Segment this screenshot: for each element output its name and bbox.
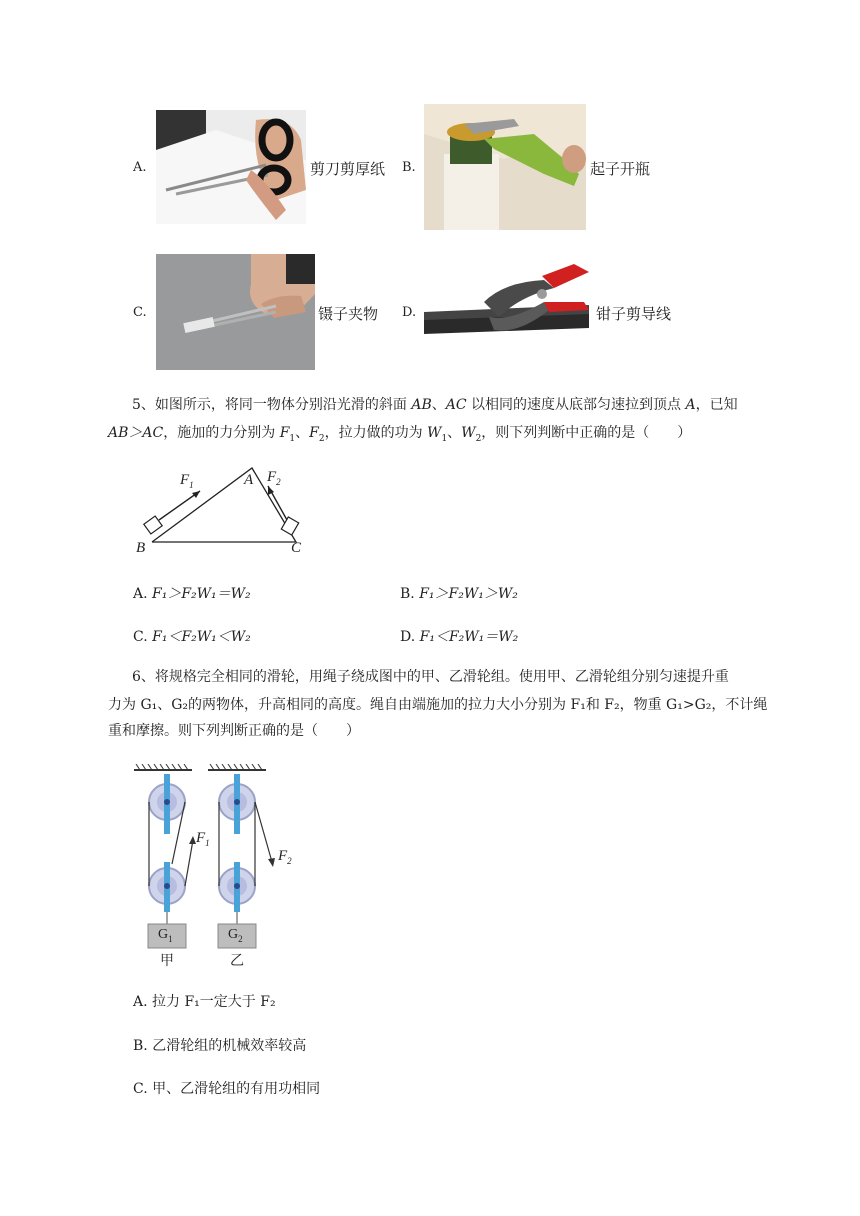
option-c-letter: C. (133, 305, 147, 320)
label-c: C (291, 540, 302, 556)
bottle-opener-photo (424, 104, 586, 230)
option-a-caption: 剪刀剪厚纸 (310, 160, 386, 178)
q6-option-b[interactable]: B. 乙滑轮组的机械效率较高 (133, 1038, 307, 1054)
label-jia: 甲 (160, 953, 174, 969)
q6-option-a[interactable]: A. 拉力 F₁一定大于 F₂ (133, 994, 276, 1010)
label-f2-pulley: $F_2$ (278, 848, 292, 866)
option-d-caption: 钳子剪导线 (596, 305, 672, 323)
option-b-caption: 起子开瓶 (590, 160, 651, 178)
label-g1: $G_1$ (158, 927, 173, 944)
incline-figure (134, 464, 314, 564)
option-d-letter: D. (402, 305, 417, 320)
q5-option-c[interactable]: C. F₁＜F₂W₁＜W₂ (133, 629, 251, 645)
pulley-figure (130, 764, 305, 970)
q6-option-c[interactable]: C. 甲、乙滑轮组的有用功相同 (133, 1081, 321, 1097)
tweezers-photo (156, 254, 315, 370)
label-f1: $F_1$ (180, 472, 194, 490)
q5-option-d[interactable]: D. F₁＜F₂W₁＝W₂ (400, 629, 519, 645)
q5-line-2: AB＞AC，施加的力分别为 $F_1$、$F_2$，拉力做的功为 $W_1$、$W_2$，则下列判断中正确的是（ ） (108, 425, 692, 444)
q5-option-a[interactable]: A. F₁＞F₂W₁＝W₂ (133, 586, 251, 602)
label-f1-pulley: $F_1$ (196, 830, 210, 848)
scissors-photo (156, 110, 306, 224)
pliers-photo (424, 262, 589, 342)
label-a: A (244, 472, 254, 488)
option-b-letter: B. (402, 160, 416, 175)
q5-line-1: 5、如图所示，将同一物体分别沿光滑的斜面 AB、AC 以相同的速度从底部匀速拉到顶点 A，已知 (132, 397, 738, 413)
q6-line-1: 6、将规格完全相同的滑轮，用绳子绕成图中的甲、乙滑轮组。使用甲、乙滑轮组分别匀速提升重 (132, 669, 729, 685)
q6-line-3: 重和摩擦。则下列判断正确的是（ ） (108, 723, 360, 739)
q5-option-b[interactable]: B. F₁＞F₂W₁＞W₂ (400, 586, 518, 602)
option-a-letter: A. (133, 160, 147, 175)
label-yi: 乙 (230, 953, 244, 969)
label-f2: $F_2$ (267, 469, 281, 487)
label-g2: $G_2$ (228, 927, 243, 944)
option-c-caption: 镊子夹物 (318, 305, 379, 323)
q6-line-2: 力为 G₁、G₂的两物体，升高相同的高度。绳自由端施加的拉力大小分别为 F₁和 F₂，物重 G₁>G₂，不计绳 (108, 697, 768, 713)
label-b: B (136, 540, 146, 556)
